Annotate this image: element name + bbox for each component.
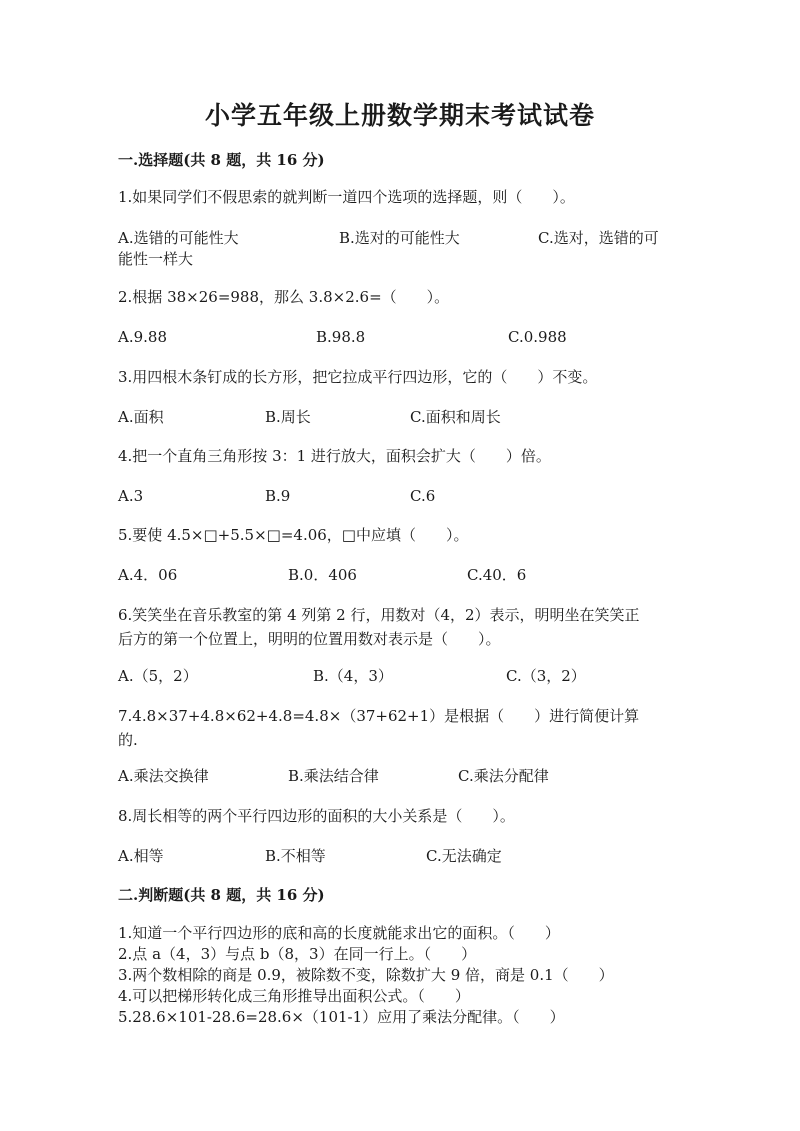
option-c: C.（3，2） bbox=[506, 667, 586, 685]
question-7-options bbox=[118, 764, 678, 788]
question-1: 1.如果同学们不假思索的就判断一道四个选项的选择题，则（ ）。 bbox=[118, 188, 575, 206]
question-7 bbox=[118, 704, 678, 752]
option-b: B.98.8 bbox=[316, 328, 366, 346]
section-heading-choice: 一.选择题(共 8 题，共 16 分) bbox=[118, 151, 325, 169]
section-heading-true-false: 二.判断题(共 8 题，共 16 分) bbox=[118, 886, 325, 904]
option-c: C.面积和周长 bbox=[410, 408, 501, 426]
option-c: C.选对，选错的可 bbox=[538, 229, 659, 247]
option-b: B.9 bbox=[265, 487, 291, 505]
question-7-line-2: 的. bbox=[118, 731, 138, 749]
true-false-item-2: 2.点 a（4，3）与点 b（8，3）在同一行上。（ ） bbox=[118, 945, 477, 963]
option-c-continued: 能性一样大 bbox=[118, 250, 194, 268]
option-c: C.40．6 bbox=[467, 566, 527, 584]
exam-title: 小学五年级上册数学期末考试试卷 bbox=[204, 101, 595, 130]
question-7-line-1: 7.4.8×37+4.8×62+4.8=4.8×（37+62+1）是根据（ ）进行简便计算 bbox=[118, 707, 640, 725]
question-5: 5.要使 4.5×□+5.5×□=4.06，□中应填（ ）。 bbox=[118, 526, 469, 544]
option-b: B.（4，3） bbox=[313, 667, 393, 685]
question-2: 2.根据 38×26=988，那么 3.8×2.6=（ ）。 bbox=[118, 288, 450, 306]
question-1-options-wrap bbox=[118, 247, 678, 271]
option-b: B.不相等 bbox=[265, 847, 326, 865]
option-a: A.面积 bbox=[118, 408, 164, 426]
question-2-options bbox=[118, 325, 678, 349]
true-false-item-3: 3.两个数相除的商是 0.9，被除数不变，除数扩大 9 倍，商是 0.1（ ） bbox=[118, 966, 614, 984]
true-false-item-4: 4.可以把梯形转化成三角形推导出面积公式。（ ） bbox=[118, 987, 470, 1005]
option-a: A.乘法交换律 bbox=[118, 767, 209, 785]
option-a: A.（5，2） bbox=[118, 667, 198, 685]
true-false-item-5: 5.28.6×101-28.6=28.6×（101-1）应用了乘法分配律。（ ） bbox=[118, 1008, 565, 1026]
option-c: C.乘法分配律 bbox=[458, 767, 549, 785]
question-5-options bbox=[118, 563, 678, 587]
true-false-item-1: 1.知道一个平行四边形的底和高的长度就能求出它的面积。（ ） bbox=[118, 924, 560, 942]
option-b: B.选对的可能性大 bbox=[339, 229, 460, 247]
question-8: 8.周长相等的两个平行四边形的面积的大小关系是（ ）。 bbox=[118, 807, 515, 825]
option-b: B.周长 bbox=[265, 408, 311, 426]
option-a: A.4．06 bbox=[118, 566, 178, 584]
question-4: 4.把一个直角三角形按 3：1 进行放大，面积会扩大（ ）倍。 bbox=[118, 447, 551, 465]
question-3-options bbox=[118, 405, 678, 429]
question-8-options bbox=[118, 844, 678, 868]
option-a: A.选错的可能性大 bbox=[118, 229, 239, 247]
question-6-line-2: 后方的第一个位置上，明明的位置用数对表示是（ ）。 bbox=[118, 630, 501, 648]
option-b: B.乘法结合律 bbox=[288, 767, 379, 785]
option-c: C.0.988 bbox=[508, 328, 567, 346]
question-3: 3.用四根木条钉成的长方形，把它拉成平行四边形，它的（ ）不变。 bbox=[118, 368, 598, 386]
question-4-options bbox=[118, 484, 678, 508]
option-a: A.相等 bbox=[118, 847, 164, 865]
question-6 bbox=[118, 603, 678, 651]
option-b: B.0．406 bbox=[288, 566, 357, 584]
question-6-options bbox=[118, 664, 678, 688]
option-c: C.6 bbox=[410, 487, 436, 505]
option-c: C.无法确定 bbox=[426, 847, 502, 865]
question-6-line-1: 6.笑笑坐在音乐教室的第 4 列第 2 行，用数对（4，2）表示，明明坐在笑笑正 bbox=[118, 606, 640, 624]
option-a: A.3 bbox=[118, 487, 144, 505]
option-a: A.9.88 bbox=[118, 328, 167, 346]
